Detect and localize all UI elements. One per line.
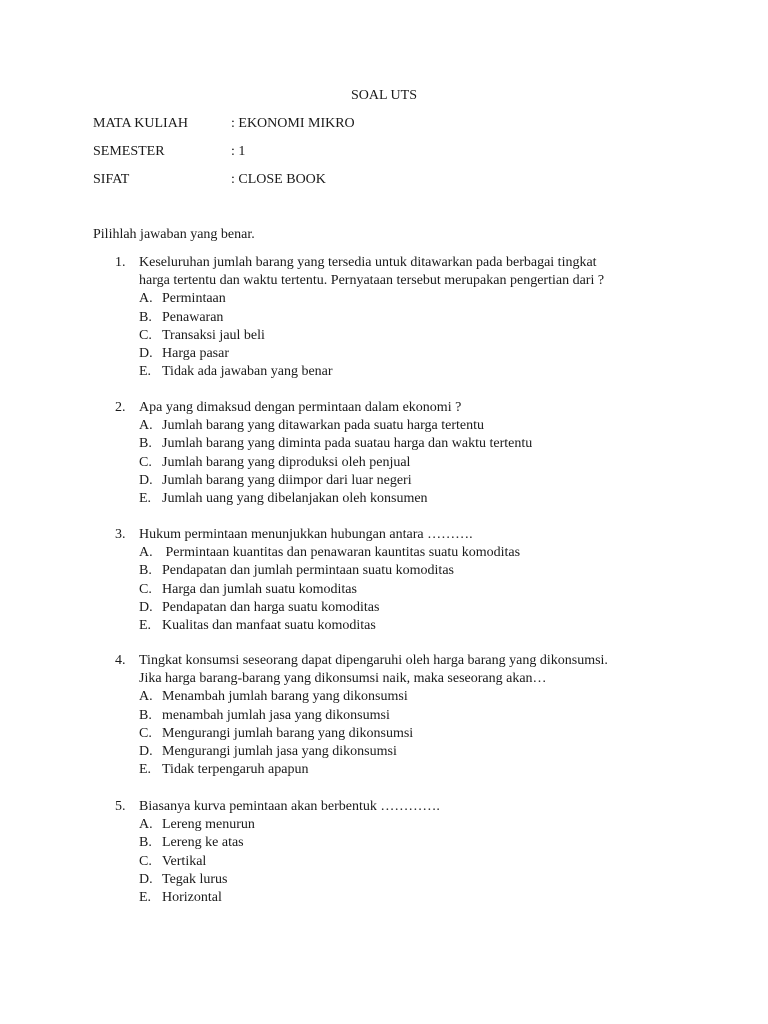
option-text: Jumlah barang yang diproduksi oleh penjual bbox=[162, 454, 411, 470]
question-4 bbox=[115, 652, 675, 779]
question-line: Tingkat konsumsi seseorang dapat dipengaruhi oleh harga barang yang dikonsumsi. bbox=[139, 653, 608, 668]
question-text bbox=[139, 254, 675, 290]
option-text: Transaksi jaul beli bbox=[162, 327, 265, 343]
option-letter: B. bbox=[139, 309, 152, 325]
option-letter: A. bbox=[139, 545, 153, 561]
instruction-text: Pilihlah jawaban yang benar. bbox=[93, 227, 255, 242]
option-letter: B. bbox=[139, 563, 152, 579]
meta-label: SEMESTER bbox=[93, 144, 165, 159]
option-text: Lereng ke atas bbox=[162, 835, 244, 851]
question-1 bbox=[115, 254, 675, 381]
option-letter: C. bbox=[139, 725, 152, 741]
question-line: Apa yang dimaksud dengan permintaan dalam ekonomi ? bbox=[139, 400, 462, 415]
option-text: Lereng menurun bbox=[162, 817, 255, 833]
option-text: Horizontal bbox=[162, 890, 222, 906]
answer-option[interactable] bbox=[139, 853, 675, 871]
option-letter: D. bbox=[139, 472, 153, 488]
answer-options bbox=[139, 544, 675, 635]
option-text: Jumlah barang yang diminta pada suatau harga dan waktu tertentu bbox=[162, 436, 533, 452]
option-letter: D. bbox=[139, 346, 153, 362]
answer-options bbox=[139, 417, 675, 508]
answer-option[interactable] bbox=[139, 617, 675, 635]
option-letter: D. bbox=[139, 744, 153, 760]
question-5 bbox=[115, 798, 675, 907]
question-number: 4. bbox=[115, 653, 126, 668]
question-2 bbox=[115, 399, 675, 508]
question-number: 5. bbox=[115, 799, 126, 814]
answer-option[interactable] bbox=[139, 889, 675, 907]
option-letter: B. bbox=[139, 436, 152, 452]
question-text bbox=[139, 399, 675, 417]
answer-option[interactable] bbox=[139, 688, 675, 706]
meta-value: : 1 bbox=[231, 144, 246, 159]
option-text: Tidak ada jawaban yang benar bbox=[162, 364, 333, 380]
meta-value: : CLOSE BOOK bbox=[231, 172, 326, 187]
option-letter: D. bbox=[139, 871, 153, 887]
question-line: harga tertentu dan waktu tertentu. Pernyataan tersebut merupakan pengertian dari ? bbox=[139, 273, 605, 289]
answer-options bbox=[139, 290, 675, 381]
option-text: Penawaran bbox=[162, 309, 224, 325]
option-text: menambah jumlah jasa yang dikonsumsi bbox=[162, 707, 390, 723]
question-line: Jika harga barang-barang yang dikonsumsi naik, maka seseorang akan… bbox=[139, 671, 547, 687]
option-text: Mengurangi jumlah barang yang dikonsumsi bbox=[162, 725, 414, 741]
option-letter: E. bbox=[139, 491, 152, 507]
answer-option[interactable] bbox=[139, 581, 675, 599]
option-letter: D. bbox=[139, 599, 153, 615]
option-text: Kualitas dan manfaat suatu komoditas bbox=[162, 618, 376, 634]
answer-option[interactable] bbox=[139, 834, 675, 852]
option-text: Harga pasar bbox=[162, 346, 229, 362]
answer-option[interactable] bbox=[139, 309, 675, 327]
option-letter: E. bbox=[139, 618, 152, 634]
option-letter: C. bbox=[139, 581, 152, 597]
answer-option[interactable] bbox=[139, 454, 675, 472]
option-text: Jumlah barang yang ditawarkan pada suatu harga tertentu bbox=[162, 418, 485, 434]
answer-options bbox=[139, 816, 675, 907]
question-number: 2. bbox=[115, 400, 126, 415]
question-line: Keseluruhan jumlah barang yang tersedia untuk ditawarkan pada berbagai tingkat bbox=[139, 255, 597, 270]
question-text bbox=[139, 526, 675, 544]
option-text: Pendapatan dan harga suatu komoditas bbox=[162, 599, 380, 615]
option-text: Tegak lurus bbox=[162, 871, 228, 887]
option-letter: E. bbox=[139, 890, 152, 906]
answer-option[interactable] bbox=[139, 435, 675, 453]
answer-option[interactable] bbox=[139, 816, 675, 834]
option-letter: E. bbox=[139, 364, 152, 380]
answer-option[interactable] bbox=[139, 761, 675, 779]
meta-label: MATA KULIAH bbox=[93, 116, 188, 131]
option-text: Menambah jumlah barang yang dikonsumsi bbox=[162, 689, 408, 705]
answer-option[interactable] bbox=[139, 417, 675, 435]
option-letter: E. bbox=[139, 762, 152, 778]
option-text: Mengurangi jumlah jasa yang dikonsumsi bbox=[162, 744, 397, 760]
answer-option[interactable] bbox=[139, 871, 675, 889]
answer-option[interactable] bbox=[139, 327, 675, 345]
meta-value: : EKONOMI MIKRO bbox=[231, 116, 355, 131]
page-title: SOAL UTS bbox=[351, 88, 417, 103]
option-text: Tidak terpengaruh apapun bbox=[162, 762, 309, 778]
answer-options bbox=[139, 688, 675, 779]
answer-option[interactable] bbox=[139, 472, 675, 490]
option-letter: C. bbox=[139, 853, 152, 869]
answer-option[interactable] bbox=[139, 599, 675, 617]
option-text: Jumlah uang yang dibelanjakan oleh konsumen bbox=[162, 491, 428, 507]
option-letter: B. bbox=[139, 835, 152, 851]
answer-option[interactable] bbox=[139, 490, 675, 508]
option-letter: A. bbox=[139, 418, 153, 434]
option-text: Permintaan kuantitas dan penawaran kauntitas suatu komoditas bbox=[162, 545, 521, 561]
option-text: Jumlah barang yang diimpor dari luar negeri bbox=[162, 472, 412, 488]
question-number: 1. bbox=[115, 255, 126, 270]
option-letter: C. bbox=[139, 327, 152, 343]
question-line: Biasanya kurva pemintaan akan berbentuk …………. bbox=[139, 799, 440, 814]
option-letter: C. bbox=[139, 454, 152, 470]
answer-option[interactable] bbox=[139, 562, 675, 580]
option-text: Permintaan bbox=[162, 291, 226, 307]
answer-option[interactable] bbox=[139, 707, 675, 725]
option-text: Pendapatan dan jumlah permintaan suatu komoditas bbox=[162, 563, 454, 579]
answer-option[interactable] bbox=[139, 345, 675, 363]
option-letter: B. bbox=[139, 707, 152, 723]
answer-option[interactable] bbox=[139, 290, 675, 308]
question-text bbox=[139, 798, 675, 816]
meta-label: SIFAT bbox=[93, 172, 130, 187]
question-3 bbox=[115, 526, 675, 635]
answer-option[interactable] bbox=[139, 363, 675, 381]
answer-option[interactable] bbox=[139, 743, 675, 761]
answer-option[interactable] bbox=[139, 544, 675, 562]
option-letter: A. bbox=[139, 689, 153, 705]
option-text: Vertikal bbox=[162, 853, 207, 869]
option-letter: A. bbox=[139, 817, 153, 833]
option-letter: A. bbox=[139, 291, 153, 307]
question-number: 3. bbox=[115, 527, 126, 542]
question-line: Hukum permintaan menunjukkan hubungan antara ………. bbox=[139, 527, 473, 542]
answer-option[interactable] bbox=[139, 725, 675, 743]
option-text: Harga dan jumlah suatu komoditas bbox=[162, 581, 357, 597]
question-text bbox=[139, 652, 675, 688]
